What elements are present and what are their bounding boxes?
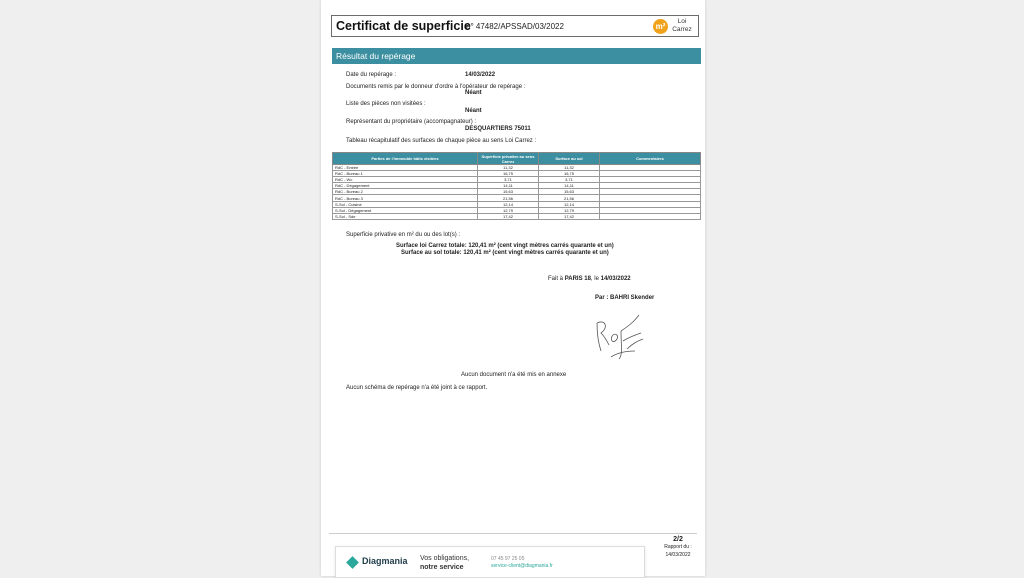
surface-sol-total: Surface au sol totale: 120,41 m² (cent vingt mètres carrés quarante et un)	[401, 250, 609, 256]
cell-sol: 3,71	[539, 177, 600, 183]
cell-sol: 21,56	[539, 195, 600, 201]
representant-value: DESQUARTIERS 75011	[465, 126, 531, 132]
cell-carrez: 12,79	[478, 207, 539, 213]
contact-info	[491, 556, 553, 570]
cell-sol: 12,79	[539, 207, 600, 213]
cell-room: S-Sol - Dégagement	[333, 207, 478, 213]
cell-sol: 17,42	[539, 213, 600, 219]
schema-note: Aucun schéma de repérage n'a été joint à ce rapport.	[346, 385, 488, 391]
col-header-comments: Commentaires	[600, 153, 701, 165]
phone: 07 45 97 25 05	[491, 556, 525, 562]
signed-by: Par : BAHRI Skender	[595, 295, 655, 301]
pieces-value: Néant	[465, 108, 482, 114]
rapport-label: Rapport du :	[664, 544, 692, 550]
surface-carrez-total: Surface loi Carrez totale: 120,41 m² (cent vingt mètres carrés quarante et un)	[396, 243, 614, 249]
cell-room: S-Sol - Sde	[333, 213, 478, 219]
cell-room: RdC - Bureau 3	[333, 195, 478, 201]
cell-comment	[600, 213, 701, 219]
cell-carrez: 15,63	[478, 189, 539, 195]
handwritten-signature	[591, 305, 651, 365]
annexe-note: Aucun document n'a été mis en annexe	[461, 372, 567, 378]
date-label: Date du repérage :	[346, 72, 397, 78]
email-link[interactable]: service-client@diagmania.fr	[491, 563, 553, 569]
cell-carrez: 21,56	[478, 195, 539, 201]
date-value: 14/03/2022	[465, 72, 496, 78]
section-title: Résultat du repérage	[332, 48, 701, 64]
page-number-block	[661, 536, 695, 559]
cell-room: S-Sol - Cuisine	[333, 201, 478, 207]
cell-sol: 15,63	[539, 189, 600, 195]
tableau-label: Tableau récapitulatif des surfaces de chaque pièce au sens Loi Carrez :	[346, 138, 537, 144]
cell-room: RdC - Entrée	[333, 165, 478, 171]
footer-divider	[329, 533, 697, 534]
cell-carrez: 16,75	[478, 171, 539, 177]
cell-carrez: 11,32	[478, 165, 539, 171]
certificate-title: Certificat de superficie	[336, 19, 471, 33]
cell-carrez: 12,14	[478, 201, 539, 207]
cell-room: RdC - Dégagement	[333, 183, 478, 189]
cell-sol: 14,11	[539, 183, 600, 189]
cell-room: RdC - Bureau 1	[333, 171, 478, 177]
document-page	[321, 0, 705, 576]
loi-carrez-label: Loi Carrez	[672, 18, 692, 33]
fait-a-line: Fait à PARIS 18, le 14/03/2022	[548, 276, 631, 282]
cell-room: RdC - Wc	[333, 177, 478, 183]
certificate-header	[331, 15, 699, 37]
cell-room: RdC - Bureau 2	[333, 189, 478, 195]
cell-sol: 11,32	[539, 165, 600, 171]
brand-name: Diagmania	[362, 556, 408, 566]
diagmania-banner[interactable]	[335, 546, 645, 578]
slogan: Vos obligations, notre service	[420, 555, 470, 571]
diagmania-logo-icon	[346, 556, 359, 569]
representant-label: Représentant du propriétaire (accompagnateur) :	[346, 119, 477, 125]
surfaces-table	[332, 152, 701, 220]
table-row	[333, 213, 701, 219]
cell-carrez: 17,42	[478, 213, 539, 219]
cell-carrez: 3,71	[478, 177, 539, 183]
docs-label: Documents remis par le donneur d'ordre à l'opérateur de repérage :	[346, 84, 526, 90]
table-header-row	[333, 153, 701, 165]
m2-badge-icon: m²	[653, 19, 668, 34]
col-header-sol: Surface au sol	[539, 153, 600, 165]
superficie-label: Superficie privative en m² du ou des lot(s) :	[346, 232, 461, 238]
certificate-number: n° 47482/APSSAD/03/2022	[466, 22, 564, 31]
cell-sol: 12,14	[539, 201, 600, 207]
col-header-carrez: Superficie privative au sens Carrez	[478, 153, 539, 165]
cell-carrez: 14,11	[478, 183, 539, 189]
page-number: 2/2	[673, 536, 683, 543]
docs-value: Néant	[465, 90, 482, 96]
pieces-label: Liste des pièces non visitées :	[346, 101, 426, 107]
rapport-date: 14/03/2022	[665, 552, 691, 558]
cell-sol: 16,75	[539, 171, 600, 177]
col-header-parties: Parties de l'immeuble bâtis visitées	[333, 153, 478, 165]
